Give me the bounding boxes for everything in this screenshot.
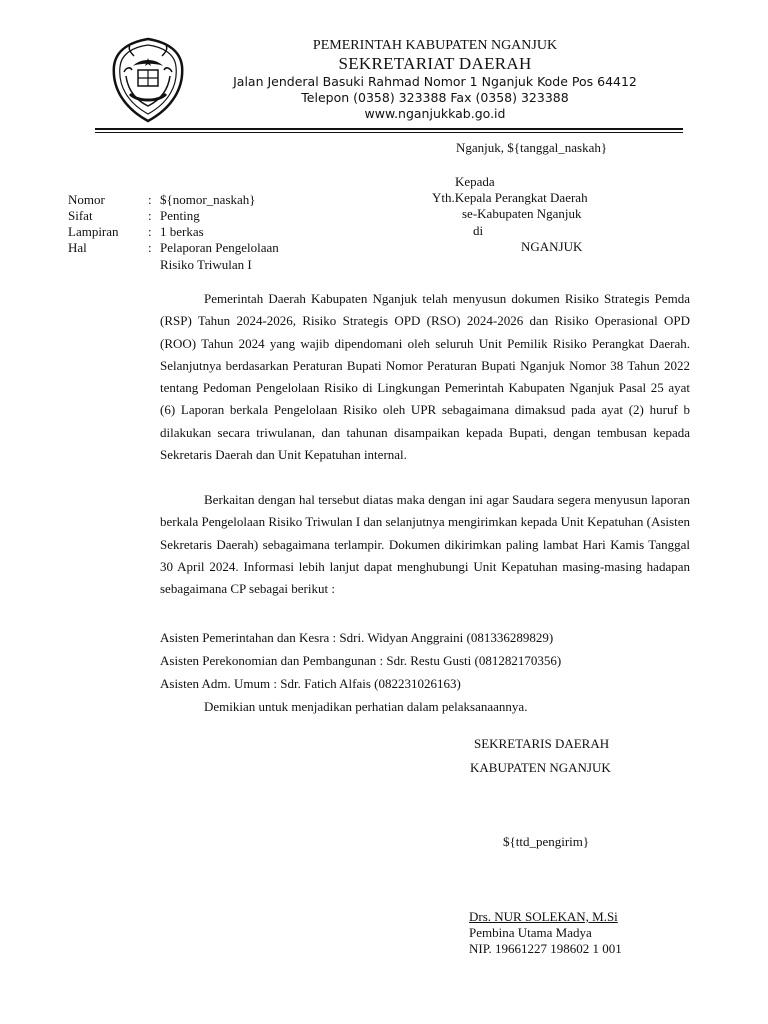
header-government-name: PEMERINTAH KABUPATEN NGANJUK (312, 38, 558, 53)
contact-person-line-2: Asisten Perekonomian dan Pembangunan : Sdr. Restu Gusti (081282170356) (160, 653, 562, 668)
meta-label-hal: Hal (68, 240, 87, 255)
body-paragraph-2 (160, 489, 690, 600)
body-paragraph-1-text: Pemerintah Daerah Kabupaten Nganjuk telah menyusun dokumen Risiko Strategis Pemda (RSP) Tahun 2024-2026, Risiko Strategis OPD (RSO) 2024-2026 dan Risiko Operasional OPD (ROO) Tahun 2024 yang wajib dipendomani oleh seluruh Unit Pemilik Risiko Perangkat Daerah. Selanjutnya berdasarkan Peraturan Bupati Nomor Peraturan Bupati Nganjuk Nomor 38 Tahun 2022 tentang Pedoman Pengelolaan Risiko di Lingkungan Pemerintah Kabupaten Nganjuk Pasal 25 ayat (6) Laporan berkala Pengelolaan Risiko oleh UPR sebagaimana dimaksud pada ayat (2) huruf b dilakukan secara triwulanan, dan tahunan disampaikan kepada Bupati, dengan tembusan kepada Sekretaris Daerah dan Unit Kepatuhan internal. (160, 291, 690, 463)
contact-person-line-1: Asisten Pemerintahan dan Kesra : Sdri. Widyan Anggraini (081336289829) (160, 630, 554, 645)
signature-title-1: SEKRETARIS DAERAH (474, 736, 610, 751)
signer-name: Drs. NUR SOLEKAN, M.Si (469, 909, 618, 924)
meta-label-lampiran: Lampiran (68, 224, 119, 239)
recipient-kepada: Kepada (455, 174, 495, 189)
meta-label-sifat: Sifat (68, 208, 93, 223)
letter-date: Nganjuk, ${tanggal_naskah} (456, 140, 608, 155)
signer-nip: NIP. 19661227 198602 1 001 (469, 941, 622, 956)
header-website: www.nganjukkab.go.id (364, 106, 506, 121)
nganjuk-regency-emblem-icon (108, 36, 188, 124)
recipient-city: NGANJUK (521, 239, 583, 254)
signature-title-2: KABUPATEN NGANJUK (470, 760, 611, 775)
recipient-line-3: di (473, 223, 484, 238)
meta-colon: : (148, 192, 152, 207)
header-divider-thin (95, 132, 683, 133)
contact-person-line-3: Asisten Adm. Umum : Sdr. Fatich Alfais (082231026163) (160, 676, 461, 691)
header-address: Jalan Jenderal Basuki Rahmad Nomor 1 Nganjuk Kode Pos 64412 (233, 74, 637, 89)
meta-value-sifat: Penting (160, 208, 200, 223)
body-paragraph-2-text: Berkaitan dengan hal tersebut diatas maka dengan ini agar Saudara segera menyusun laporan berkala Pengelolaan Risiko Triwulan I dan selanjutnya mengirimkan kepada Unit Kepatuhan (Asisten Sekretaris Daerah) sebagaimana terlampir. Dokumen dikirimkan paling lambat Hari Kamis Tanggal 30 April 2024. Informasi lebih lanjut dapat menghubungi Unit Kepatuhan masing-masing hadapan sebagaimana CP sebagai berikut : (160, 492, 690, 597)
meta-value-hal-line-2: Risiko Triwulan I (160, 257, 252, 272)
meta-label-nomor: Nomor (68, 192, 105, 207)
meta-value-lampiran: 1 berkas (160, 224, 204, 239)
meta-colon: : (148, 208, 152, 223)
meta-colon: : (148, 224, 152, 239)
meta-value-hal: Pelaporan Pengelolaan (160, 240, 279, 255)
body-paragraph-1 (160, 288, 690, 466)
signer-rank: Pembina Utama Madya (469, 925, 592, 940)
header-divider-thick (95, 128, 683, 130)
meta-value-nomor: ${nomor_naskah} (160, 192, 256, 207)
header-office-name: SEKRETARIAT DAERAH (338, 54, 532, 73)
closing-sentence: Demikian untuk menjadikan perhatian dalam pelaksanaannya. (204, 699, 528, 714)
recipient-line-1: Yth.Kepala Perangkat Daerah (432, 190, 588, 205)
meta-colon: : (148, 240, 152, 255)
signature-placeholder: ${ttd_pengirim} (503, 834, 590, 849)
header-phone: Telepon (0358) 323388 Fax (0358) 323388 (301, 90, 569, 105)
recipient-line-2: se-Kabupaten Nganjuk (462, 206, 582, 221)
